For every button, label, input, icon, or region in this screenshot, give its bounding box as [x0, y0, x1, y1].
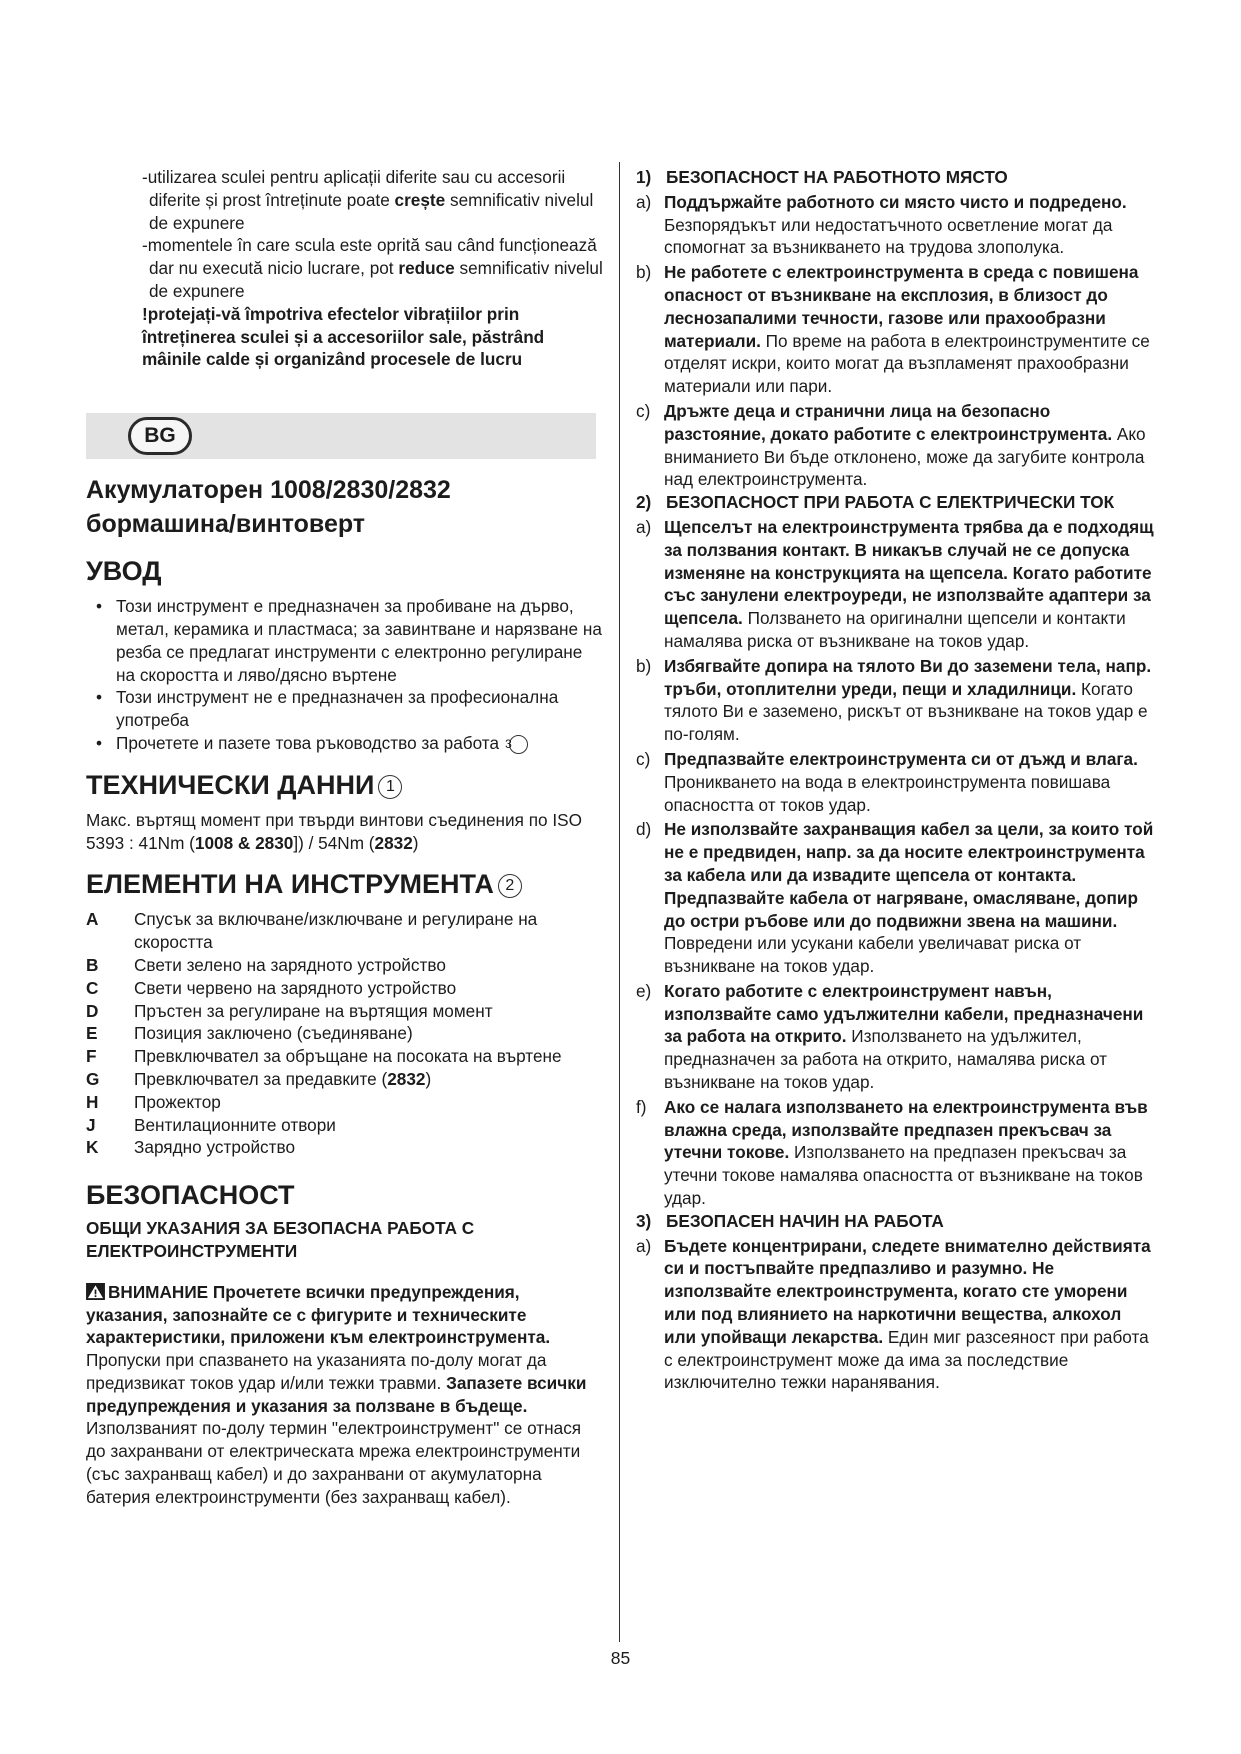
- list-item: J Вентилационните отвори: [86, 1114, 336, 1135]
- list-item: b) Избягвайте допира на тялото Ви до заземени тела, напр. тръби, отоплителни уреди, пещи и хладилници. Когато тялото Ви е заземено, рискът от възникване на токов удар е по-голям.: [636, 655, 1152, 745]
- column-divider: [619, 162, 620, 1642]
- tech-data-heading: ТЕХНИЧЕСКИ ДАННИ 1: [86, 769, 604, 801]
- list-item: • Този инструмент не е предназначен за професионална употреба: [86, 686, 604, 732]
- warning-paragraph: ВНИМАНИЕ Прочетете всички предупреждения, указания, запознайте се с фигурите и техническите характеристики, приложени към електроинструмента. Пропуски при спазването на указанията по-долу могат да предизвикат токов удар и/или тежки травми. Запазете всички предупреждения и указания за ползване в бъдеще. Използваният по-долу термин "електроинструмент" се отнася до захранвани от електрическата мрежа електроинструменти (със захранващ кабел) и до захранвани от акумулаторна батерия електроинструменти (без захранващ кабел).: [86, 1281, 587, 1507]
- intro-list: [86, 595, 604, 755]
- list-item: D Пръстен за регулиране на въртящия момент: [86, 1000, 493, 1021]
- list-item: a) Поддържайте работното си място чисто и подредено. Безпорядъкът или недостатъчното осветление могат да спомогнат за възникването на трудова злополука.: [636, 191, 1127, 258]
- tech-data-text: Макс. въртящ момент при твърди винтови съединения по ISO 5393 : 41Nm (1008 & 2830]) / 54Nm (2832): [86, 809, 582, 853]
- list-item: c) Дръжте деца и странични лица на безопасно разстояние, докато работите с електроинструмента. Ако вниманието Ви бъде отклонено, може да загубите контрола над електроинструмента.: [636, 400, 1146, 490]
- section-title: 2) БЕЗОПАСНОСТ ПРИ РАБОТА С ЕЛЕКТРИЧЕСКИ ТОК: [636, 492, 1115, 513]
- list-item: F Превключвател за обръщане на посоката на въртене: [86, 1046, 562, 1067]
- list-item: H Прожектор: [86, 1091, 221, 1112]
- ro-bold-note: !protejați-vă împotriva efectelor vibrațiilor prin întreținerea sculei și a accesoriilor sale, păstrând mâinile calde și organizând procesele de lucru: [142, 303, 545, 370]
- language-bar: [86, 413, 596, 459]
- list-item: a) Щепселът на електроинструмента трябва да е подходящ за ползвания контакт. В никакъв случай не се допуска изменяне на конструкцията на щепсела. Когато работите със занулени електроуреди, не използвайте адаптери за щепсела. Ползването на оригинални щепсели и контакти намалява риска от възникване на токов удар.: [636, 516, 1154, 651]
- list-item: K Зарядно устройство: [86, 1137, 296, 1158]
- right-column: [636, 166, 1154, 1394]
- safety-heading: БЕЗОПАСНОСТ: [86, 1180, 295, 1211]
- warning-triangle-icon: [86, 1283, 105, 1300]
- elements-list: [86, 908, 604, 1159]
- product-title: Акумулаторен 1008/2830/2832 бормашина/винтоверт: [86, 476, 451, 539]
- list-item: a) Бъдете концентрирани, следете внимателно действията си и постъпвайте предпазливо и разумно. Не използвайте електроинструмента, когато сте уморени или под влиянието на наркотични вещества, алкохол или упойващи лекарства. Един миг разсеяност при работа с електроинструмент може да има за последствие изключително тежки наранявания.: [636, 1235, 1151, 1393]
- vibration-notes: [86, 166, 604, 371]
- safety-subheading: ОБЩИ УКАЗАНИЯ ЗА БЕЗОПАСНА РАБОТА С ЕЛЕКТРОИНСТРУМЕНТИ: [86, 1218, 475, 1261]
- section-electrical: [636, 491, 1154, 1210]
- figure-ref-1: 1: [378, 775, 402, 799]
- page-number: 85: [610, 1648, 631, 1668]
- section-workplace: [636, 166, 1154, 491]
- list-item: d) Не използвайте захранващия кабел за цели, за които той не е предвиден, напр. за да носите електроинструмента за кабела или да извадите щепсела от контакта. Предпазвайте кабела от нагряване, омасляване, допир до остри ръбове или до подвижни звена на машини. Повредени или усукани кабели увеличават риска от възникване на токов удар.: [636, 819, 1154, 977]
- list-item: G Превключвател за предавките (2832): [86, 1068, 432, 1089]
- list-item: E Позиция заключено (съединяване): [86, 1023, 413, 1044]
- dash-item: -momentele în care scula este oprită sau când funcționează dar nu execută nicio lucrare, pot reduce semnificativ nivelul de expunere: [142, 235, 603, 301]
- elements-heading: ЕЛЕМЕНТИ НА ИНСТРУМЕНТА 2: [86, 868, 604, 900]
- list-item: • Прочетете и пазете това ръководство за работа 3: [86, 732, 604, 755]
- section-title: 3) БЕЗОПАСЕН НАЧИН НА РАБОТА: [636, 1210, 944, 1231]
- figure-ref-3: 3: [509, 735, 528, 754]
- left-column: [86, 166, 604, 1509]
- list-item: c) Предпазвайте електроинструмента си от дъжд и влага. Проникването на вода в електроинструмента повишава опасността от токов удар.: [636, 748, 1138, 815]
- language-badge: BG: [128, 417, 192, 455]
- list-item: f) Ако се налага използването на електроинструмента във влажна среда, използвайте предпазен прекъсвач за утечни токове. Използването на предпазен прекъсвач за утечни токове намалява опасността от възникване на токов удар.: [636, 1096, 1148, 1209]
- list-item: A Спусък за включване/изключване и регулиране на скоростта: [86, 909, 538, 953]
- list-item: B Свети зелено на зарядното устройство: [86, 954, 446, 975]
- list-item: C Свети червено на зарядното устройство: [86, 977, 457, 998]
- list-item: • Този инструмент е предназначен за пробиване на дърво, метал, керамика и пластмаса; за завинтване и нарязване на резба се предлагат инструменти с електронно регулиране на скоростта и ляво/дясно въртене: [86, 595, 604, 686]
- dash-item: -utilizarea sculei pentru aplicații diferite sau cu accesorii diferite și prost întreținute poate crește semnificativ nivelul de expunere: [142, 167, 594, 233]
- list-item: b) Не работете с електроинструмента в среда с повишена опасност от възникване на експлозия, в близост до леснозапалими течности, газове или прахообразни материали. По време на работа в електроинструментите се отделят искри, които могат да възпламенят прахообразни материали или пари.: [636, 262, 1150, 397]
- section-safe-work: [636, 1210, 1154, 1394]
- section-title: 1) БЕЗОПАСНОСТ НА РАБОТНОТО МЯСТО: [636, 167, 1008, 187]
- intro-heading: УВОД: [86, 556, 162, 587]
- figure-ref-2: 2: [498, 874, 522, 898]
- list-item: e) Когато работите с електроинструмент навън, използвайте само удължителни кабели, предназначени за работа на открито. Използването на удължител, предназначен за работа на открито, намалява риска от възникване на токов удар.: [636, 980, 1144, 1093]
